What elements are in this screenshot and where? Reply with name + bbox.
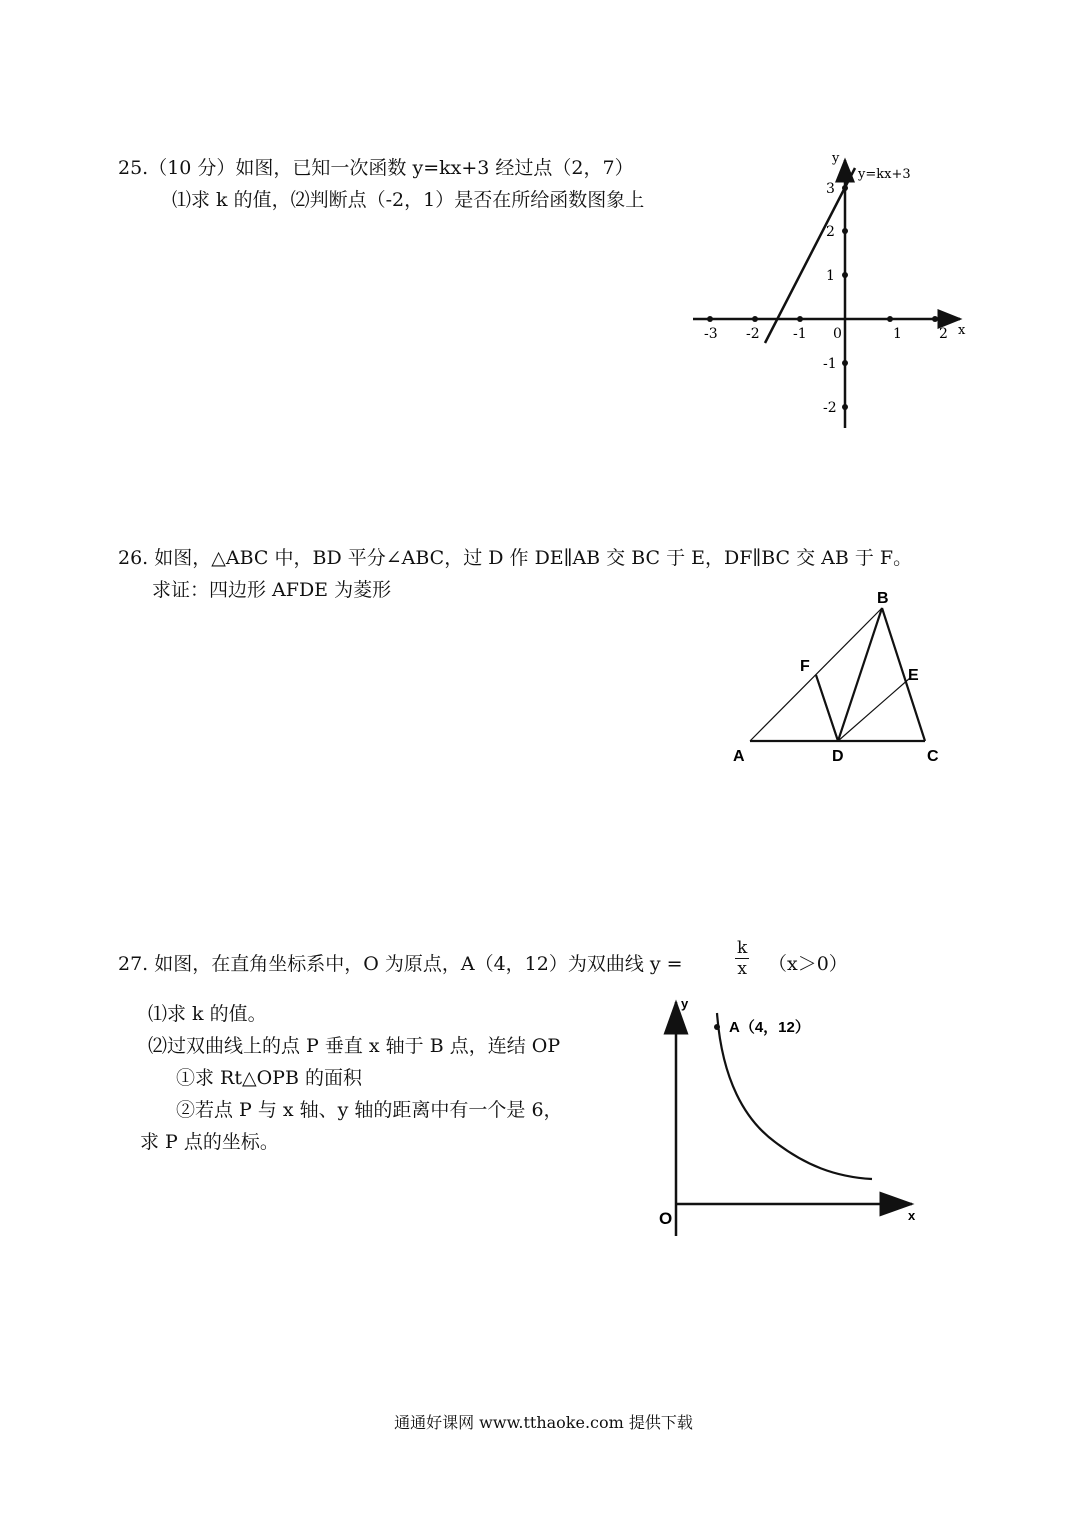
q26-label-b: B: [877, 590, 889, 607]
q25-ytick: 2: [826, 224, 835, 240]
q25-line2: ⑴求 k 的值，⑵判断点（-2，1）是否在所给函数图象上: [172, 189, 645, 211]
q25-xtick: -1: [793, 326, 807, 342]
q27-frac-denominator: x: [737, 959, 747, 979]
q26-label-a: A: [733, 748, 745, 765]
q25-ytick: 3: [826, 181, 835, 197]
q25-ytick: -2: [823, 400, 837, 416]
q27-line1-suffix: （x＞0）: [768, 953, 848, 975]
q27-frac-numerator: k: [737, 938, 748, 958]
q25-x-label: x: [958, 323, 966, 338]
q25-ytick: -1: [823, 356, 837, 372]
q25-xtick: -3: [704, 326, 718, 342]
q27-line1-prefix: 27. 如图，在直角坐标系中，O 为原点，A（4，12）为双曲线 y =: [118, 953, 683, 975]
q26-label-e: E: [908, 667, 919, 684]
q27-origin-label: O: [659, 1209, 673, 1228]
q27-sub2c: 求 P 点的坐标。: [140, 1131, 279, 1153]
q26-line2: 求证：四边形 AFDE 为菱形: [152, 579, 392, 601]
q25-xtick: -2: [746, 326, 760, 342]
q27-sub1: ⑴求 k 的值。: [148, 1003, 267, 1025]
q26-label-c: C: [927, 748, 939, 765]
q25-ytick: 1: [826, 268, 835, 284]
q25-line1: 25.（10 分）如图，已知一次函数 y=kx+3 经过点（2，7）: [118, 157, 634, 179]
q27-sub2b: ②若点 P 与 x 轴、y 轴的距离中有一个是 6，: [176, 1099, 563, 1121]
q26-label-d: D: [832, 748, 844, 765]
q27-x-label: x: [908, 1208, 916, 1223]
q25-xtick: 2: [939, 326, 948, 342]
q25-xtick: 1: [893, 326, 902, 342]
q26-label-f: F: [800, 658, 810, 675]
q25-func-label: y=kx+3: [858, 167, 911, 182]
q27-sub2: ⑵过双曲线上的点 P 垂直 x 轴于 B 点，连结 OP: [148, 1035, 561, 1057]
q27-point-a: [714, 1024, 720, 1030]
q26-line1: 26. 如图，△ABC 中，BD 平分∠ABC，过 D 作 DE∥AB 交 BC 于 E，DF∥BC 交 AB 于 F。: [118, 547, 913, 569]
q27-point-a-label: A（4，12）: [729, 1019, 810, 1036]
q27-hyperbola-curve: [717, 1013, 872, 1179]
q25-xtick: 0: [833, 326, 842, 342]
q27-y-label: y: [681, 996, 689, 1011]
q25-y-label: y: [832, 151, 840, 166]
q27-sub2a: ①求 Rt△OPB 的面积: [176, 1067, 362, 1089]
page-footer: 通通好课网 www.tthaoke.com 提供下载: [394, 1413, 693, 1432]
